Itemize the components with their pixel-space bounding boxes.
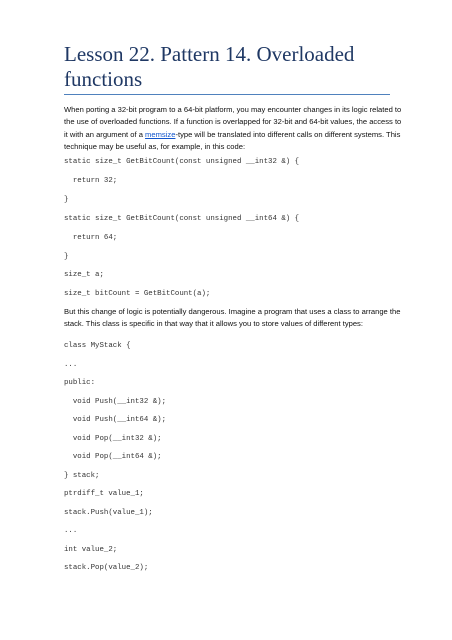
page-title: Lesson 22. Pattern 14. Overloaded functions bbox=[64, 42, 355, 91]
code2-line-12: int value_2; bbox=[64, 546, 118, 554]
intro-paragraph bbox=[64, 104, 404, 154]
code2-line-3: public: bbox=[64, 379, 96, 387]
code-line-4: static size_t GetBitCount(const unsigned __int64 &) { bbox=[64, 215, 300, 223]
code2-line-8: } stack; bbox=[64, 472, 100, 480]
code-line-6: } bbox=[64, 253, 69, 261]
code-line-3: } bbox=[64, 196, 69, 204]
code2-line-1: class MyStack { bbox=[64, 342, 131, 350]
second-paragraph: But this change of logic is potentially dangerous. Imagine a program that uses a class to arrange the stack. This class is specific in that way that it allows you to store values of different types: bbox=[64, 307, 401, 329]
title-underline bbox=[64, 94, 390, 95]
code-line-5: return 64; bbox=[64, 234, 118, 242]
code2-line-10: stack.Push(value_1); bbox=[64, 509, 153, 517]
code2-line-5: void Push(__int64 &); bbox=[64, 416, 167, 424]
code-line-7: size_t a; bbox=[64, 271, 104, 279]
code-line-8: size_t bitCount = GetBitCount(a); bbox=[64, 290, 211, 298]
code2-line-6: void Pop(__int32 &); bbox=[64, 435, 162, 443]
code-line-1: static size_t GetBitCount(const unsigned __int32 &) { bbox=[64, 158, 300, 166]
code-line-2: return 32; bbox=[64, 177, 118, 185]
code2-line-13: stack.Pop(value_2); bbox=[64, 564, 149, 572]
memsize-link[interactable]: memsize bbox=[145, 129, 176, 139]
code2-line-11: ... bbox=[64, 527, 78, 535]
code2-line-4: void Push(__int32 &); bbox=[64, 398, 167, 406]
code2-line-9: ptrdiff_t value_1; bbox=[64, 490, 144, 498]
intro-text-before: When porting a 32-bit program to a 64-bit platform, you may encounter changes in its logic related to the use of overloaded functions. If a function is overlapped for 32-bit and 64-bit values, the access to it with an argument of a bbox=[64, 105, 402, 139]
code2-line-2: ... bbox=[64, 361, 78, 369]
intro-text-after: -type will be translated into different calls on different systems. This technique may be useful as, for example, in this code: bbox=[64, 129, 401, 152]
code2-line-7: void Pop(__int64 &); bbox=[64, 453, 162, 461]
